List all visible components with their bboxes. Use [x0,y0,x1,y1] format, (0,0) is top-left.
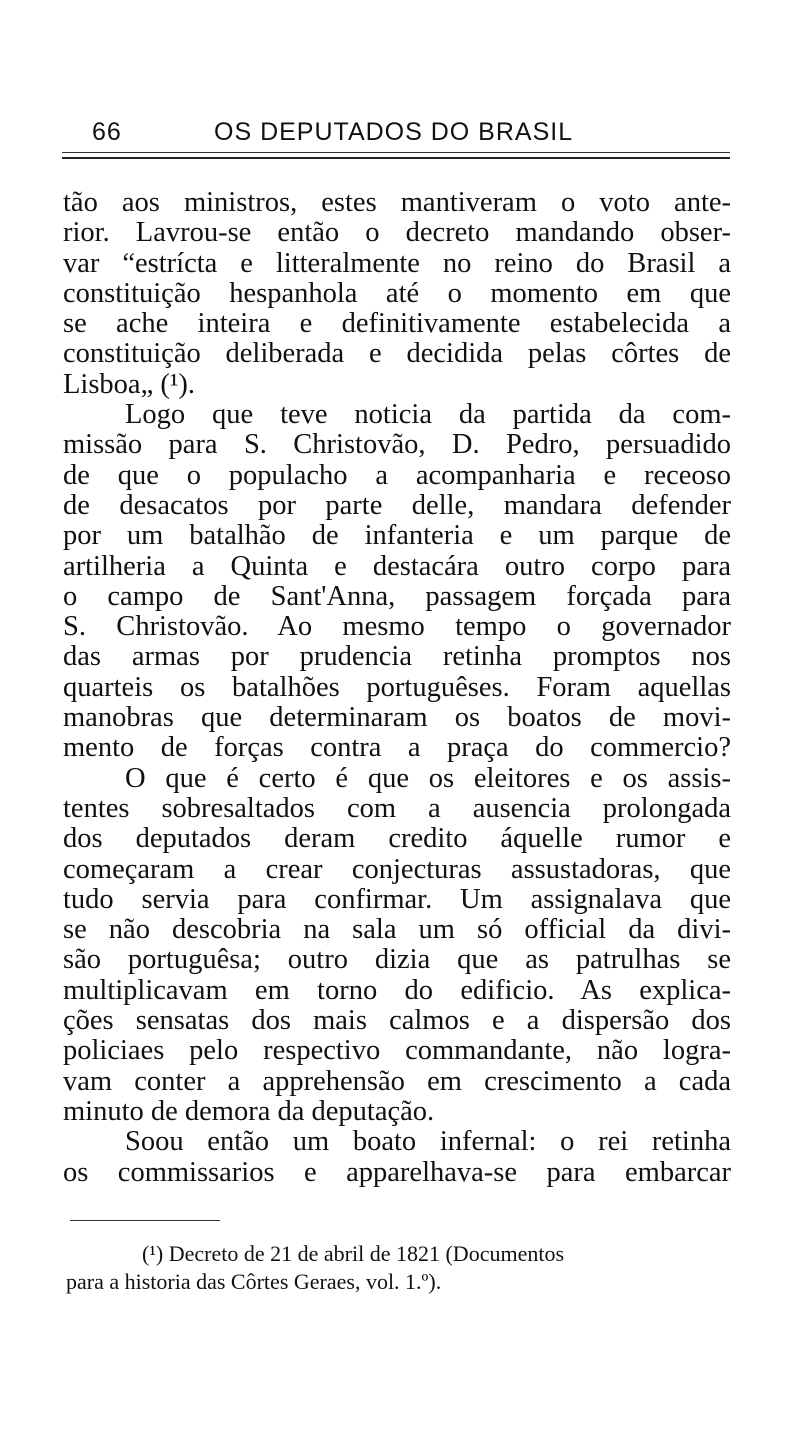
text-line: começaram a crear conjecturas assustadoras, que [63,853,731,885]
text-line: constituição deliberada e decidida pelas côrtes de [63,338,731,370]
footnotes [66,1240,734,1296]
text-line: se ache inteira e definitivamente estabelecida a [63,308,731,340]
page-header [62,118,730,148]
text-line: tudo servia para confirmar. Um assignalava que [63,883,731,915]
text-line: de desacatos por parte delle, mandara defender [63,489,731,521]
text-line: mento de forças contra a praça do commercio? [63,732,731,764]
text-line: vam conter a apprehensão em crescimento a cada [63,1065,731,1097]
text-line: manobras que determinaram os boatos de movi- [63,702,731,734]
text-line: Lisboa„ (¹). [63,368,195,400]
text-line: quarteis os batalhões portuguêses. Foram aquellas [63,671,731,703]
text-line: Logo que teve noticia da partida da com- [125,399,731,431]
footnote-line: para a historia das Côrtes Geraes, vol. 1.º). [66,1269,442,1294]
text-line: rior. Lavrou-se então o decreto mandando obser- [63,217,731,249]
text-line: S. Christovão. Ao mesmo tempo o governador [63,611,731,643]
text-line: policiaes pelo respectivo commandante, não logra- [63,1035,731,1067]
header-rule-thin [62,152,730,153]
text-line: constituição hespanhola até o momento em que [63,277,731,309]
footnote-rule [70,1220,220,1221]
text-line: var “estrícta e litteralmente no reino do Brasil a [63,247,731,279]
body-text [63,188,731,1188]
text-line: minuto de demora da deputação. [63,1095,435,1127]
text-line: se não descobria na sala um só official da divi- [63,914,731,946]
text-line: artilheria a Quinta e destacára outro corpo para [63,550,731,582]
text-line: das armas por prudencia retinha promptos nos [63,641,731,673]
text-line: Soou então um boato infernal: o rei retinha [125,1126,731,1158]
text-line: são portuguêsa; outro dizia que as patrulhas se [63,944,731,976]
text-line: o campo de Sant'Anna, passagem forçada para [63,580,731,612]
text-line: de que o populacho a acompanharia e receoso [63,459,731,491]
text-line: os commissarios e apparelhava-se para embarcar [63,1156,731,1188]
text-line: missão para S. Christovão, D. Pedro, persuadido [63,429,731,461]
text-line: tão aos ministros, estes mantiveram o voto ante- [63,187,731,218]
text-line: multiplicavam em torno do edificio. As explica- [63,974,731,1006]
running-title: OS DEPUTADOS DO BRASIL [214,118,574,146]
text-line: ções sensatas dos mais calmos e a dispersão dos [63,1005,731,1037]
footnote-line: (¹) Decreto de 21 de abril de 1821 (Documentos [142,1241,565,1266]
text-line: O que é certo é que os eleitores e os assis- [125,762,731,794]
page-number: 66 [92,118,122,146]
text-line: tentes sobresaltados com a ausencia prolongada [63,792,731,824]
header-rule-thick [62,157,730,159]
text-line: dos deputados deram credito áquelle rumor e [63,823,731,855]
text-line: por um batalhão de infanteria e um parque de [63,520,731,552]
